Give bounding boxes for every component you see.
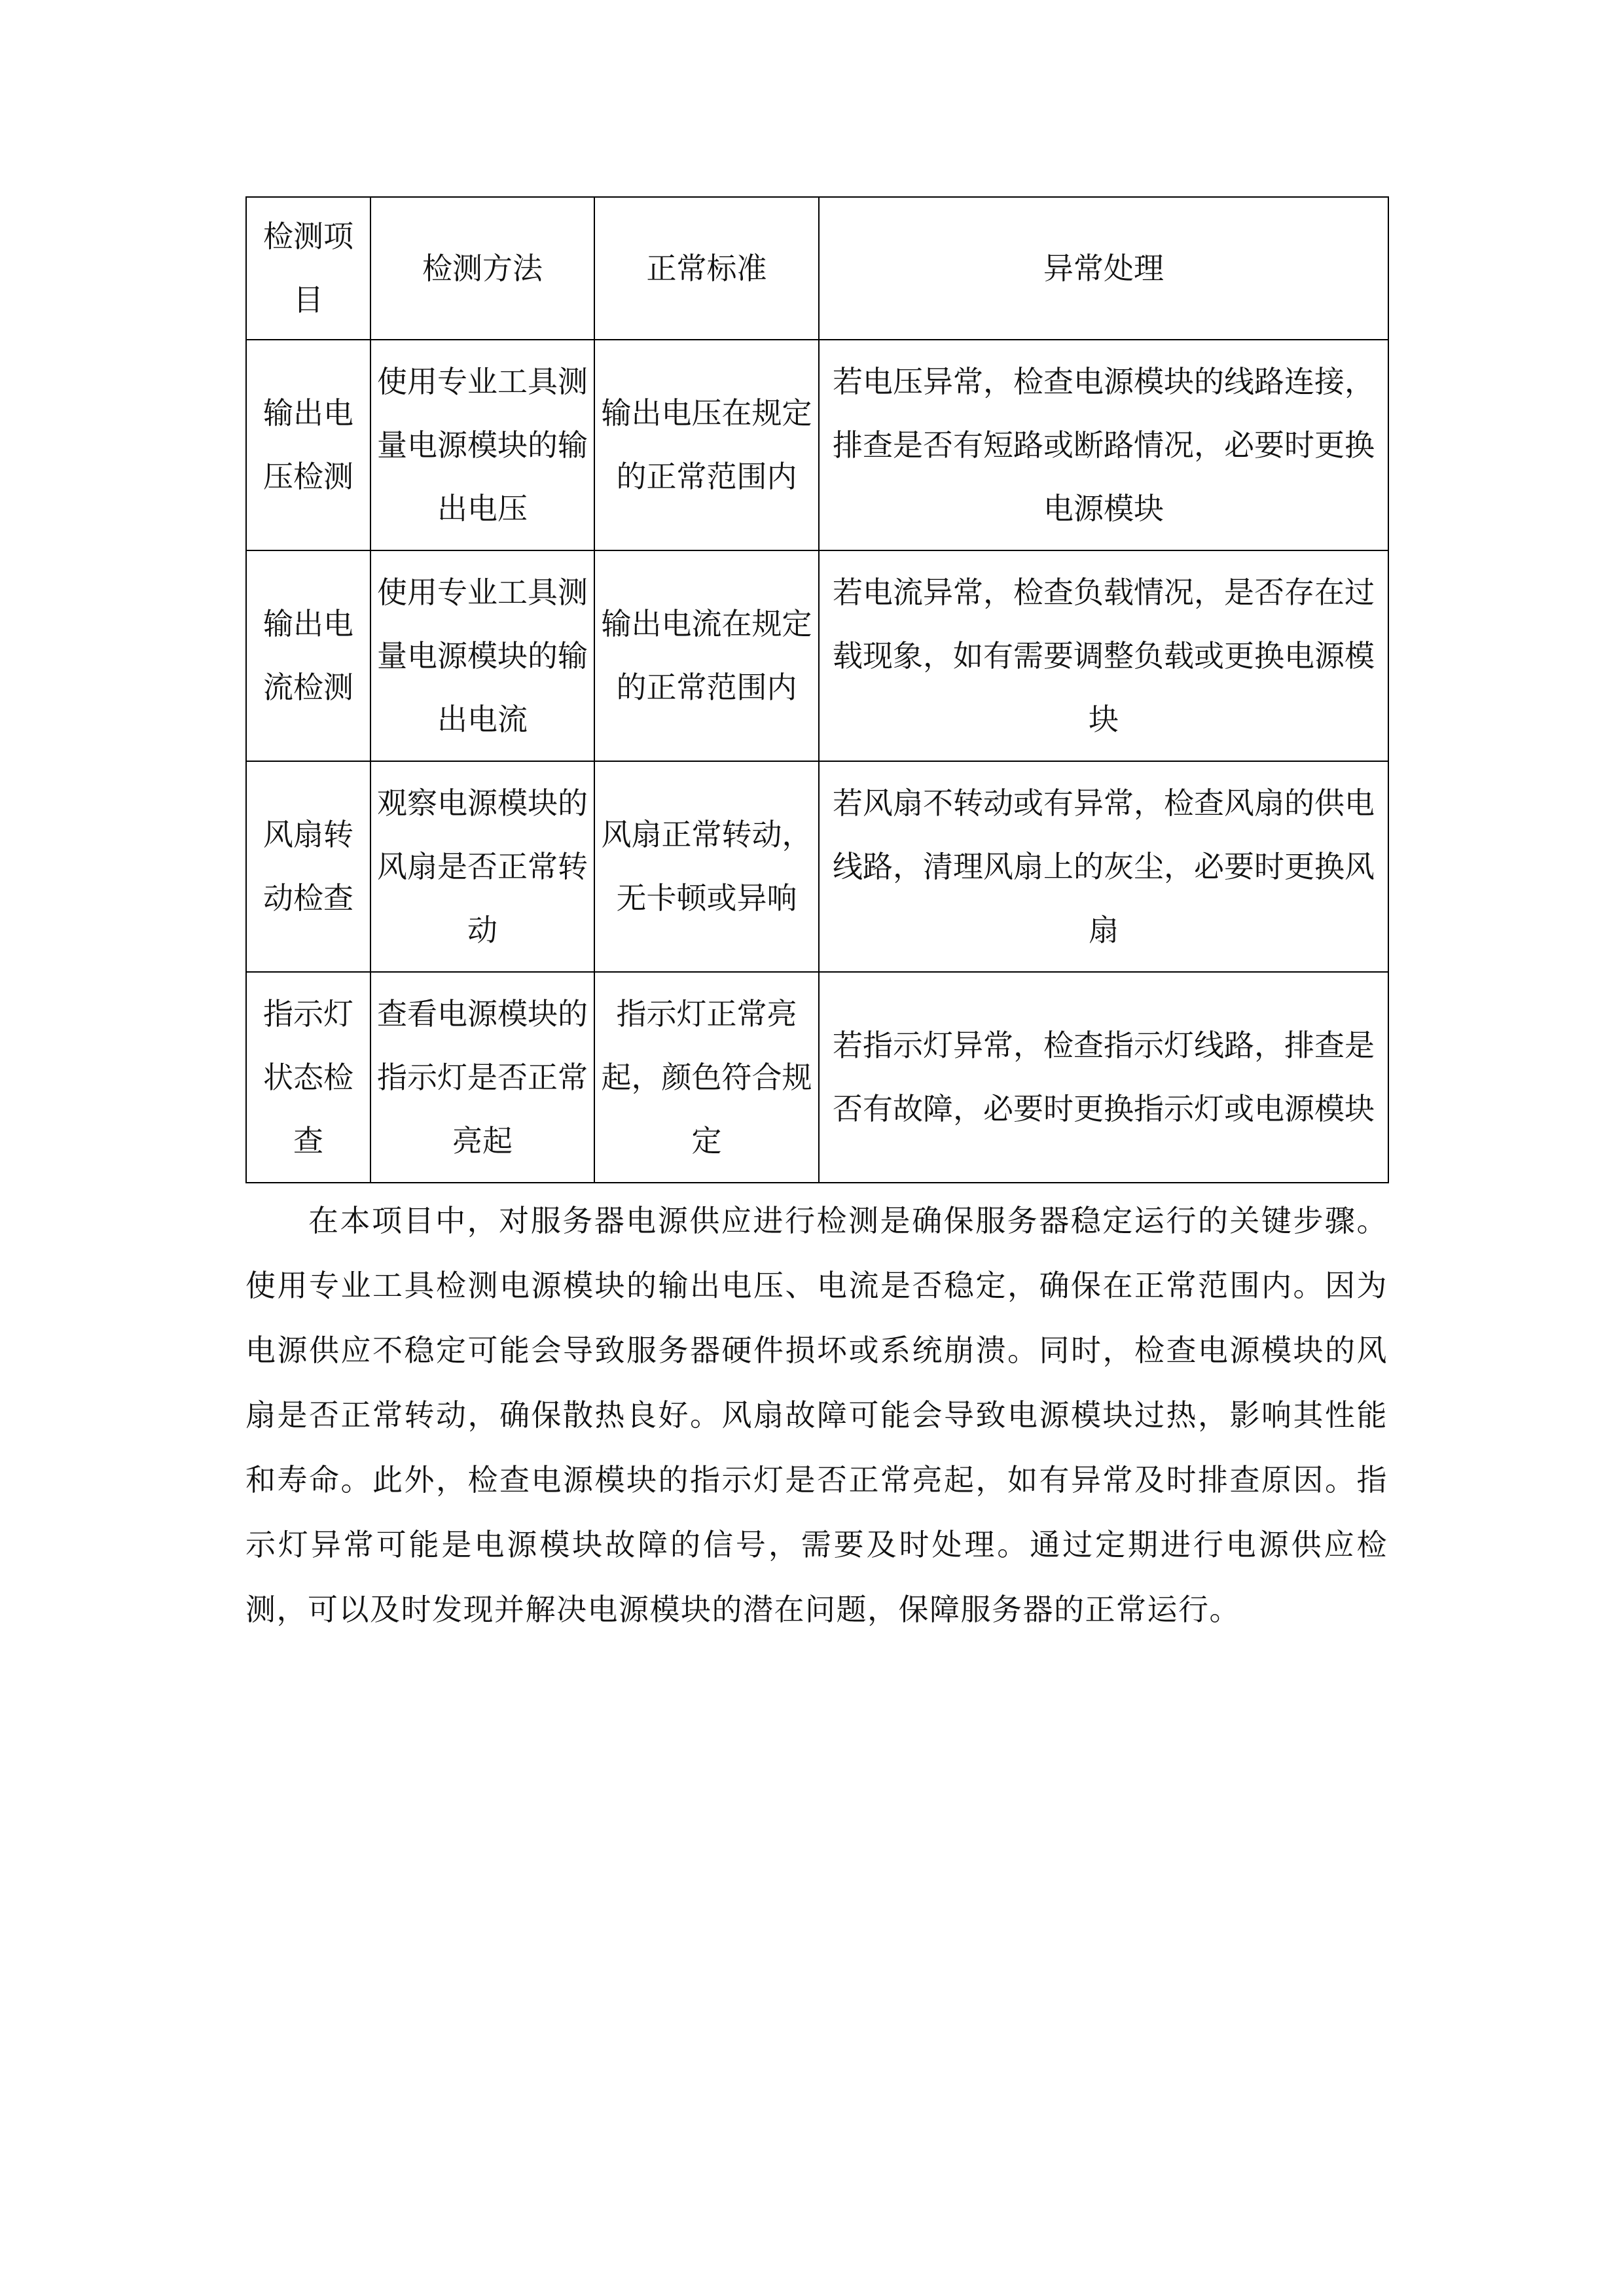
page-content [245,196,1388,1642]
table-row [246,340,1388,550]
header-inspection-method: 检测方法 [370,197,594,340]
cell-handling: 若风扇不转动或有异常，检查风扇的供电线路，清理风扇上的灰尘，必要时更换风扇 [819,761,1388,972]
cell-item: 输出电压检测 [246,340,370,550]
cell-method: 使用专业工具测量电源模块的输出电压 [370,340,594,550]
cell-standard: 风扇正常转动，无卡顿或异响 [594,761,819,972]
table-row [246,550,1388,761]
table-row [246,761,1388,972]
cell-method: 观察电源模块的风扇是否正常转动 [370,761,594,972]
inspection-table [245,196,1389,1183]
cell-standard: 输出电压在规定的正常范围内 [594,340,819,550]
summary-paragraph: 在本项目中，对服务器电源供应进行检测是确保服务器稳定运行的关键步骤。使用专业工具检测电源模块的输出电压、电流是否稳定，确保在正常范围内。因为电源供应不稳定可能会导致服务器硬件损坏或系统崩溃。同时，检查电源模块的风扇是否正常转动，确保散热良好。风扇故障可能会导致电源模块过热，影响其性能和寿命。此外，检查电源模块的指示灯是否正常亮起，如有异常及时排查原因。指示灯异常可能是电源模块故障的信号，需要及时处理。通过定期进行电源供应检测，可以及时发现并解决电源模块的潜在问题，保障服务器的正常运行。 [245,1203,1388,1627]
header-abnormal-handling: 异常处理 [819,197,1388,340]
table-header-row [246,197,1388,340]
cell-handling: 若电压异常，检查电源模块的线路连接，排查是否有短路或断路情况，必要时更换电源模块 [819,340,1388,550]
cell-item: 指示灯状态检查 [246,972,370,1183]
table-row [246,972,1388,1183]
cell-standard: 输出电流在规定的正常范围内 [594,550,819,761]
cell-method: 使用专业工具测量电源模块的输出电流 [370,550,594,761]
header-inspection-item: 检测项目 [246,197,370,340]
cell-item: 风扇转动检查 [246,761,370,972]
header-normal-standard: 正常标准 [594,197,819,340]
cell-method: 查看电源模块的指示灯是否正常亮起 [370,972,594,1183]
cell-handling: 若电流异常，检查负载情况，是否存在过载现象，如有需要调整负载或更换电源模块 [819,550,1388,761]
cell-handling: 若指示灯异常，检查指示灯线路，排查是否有故障，必要时更换指示灯或电源模块 [819,972,1388,1183]
cell-item: 输出电流检测 [246,550,370,761]
cell-standard: 指示灯正常亮起，颜色符合规定 [594,972,819,1183]
